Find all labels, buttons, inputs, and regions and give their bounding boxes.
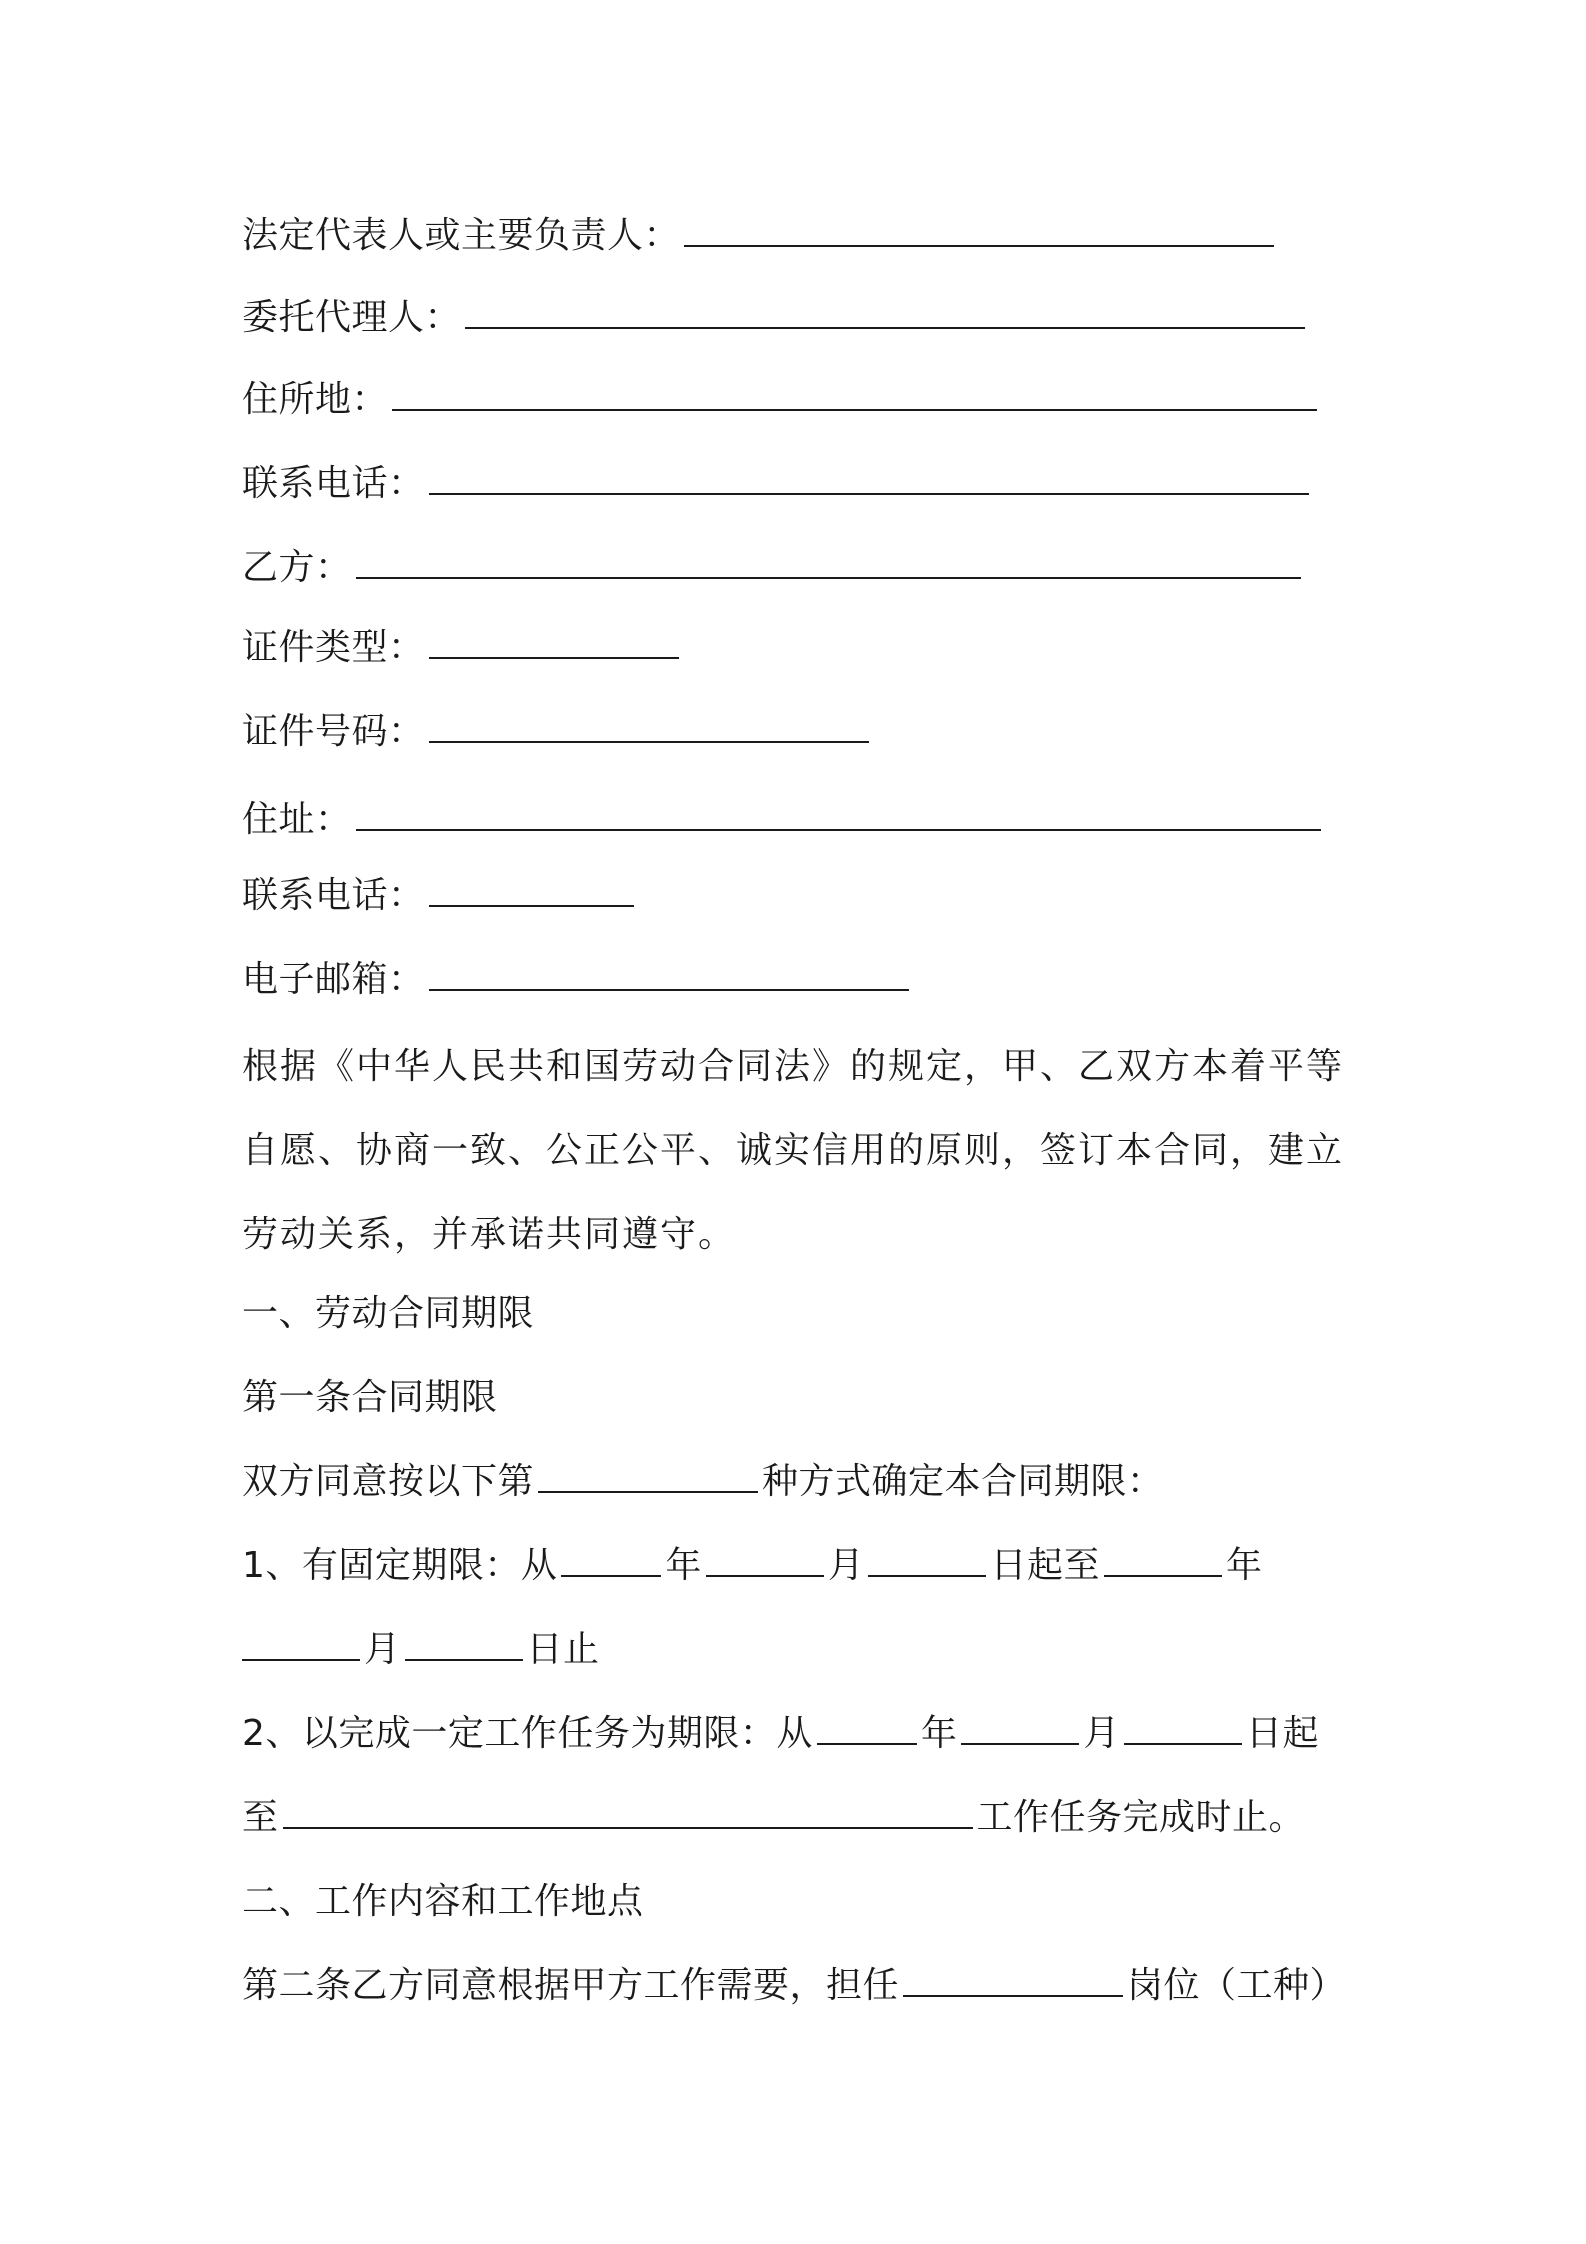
agent-row [242,294,1309,342]
option1-end-label: 日止 [526,1629,600,1670]
option2-to-label: 至 [242,1797,279,1838]
term-choice-blank[interactable] [538,1461,758,1493]
party-b-row [242,544,1305,592]
option2-year-label: 年 [920,1713,958,1754]
id-number-blank[interactable] [429,711,869,743]
party-b-label: 乙方： [242,547,352,588]
address-blank[interactable] [356,799,1321,831]
option1-year2-label: 年 [1225,1545,1263,1586]
option1-day-to-label: 日起至 [990,1545,1100,1586]
option2-cont-row [242,1794,1305,1842]
section2-heading: 二、工作内容和工作地点 [242,1881,644,1922]
option2-start-year-blank[interactable] [817,1713,917,1745]
domicile-label: 住所地： [242,379,389,420]
legal-rep-label: 法定代表人或主要负责人： [242,215,681,256]
option2-row [242,1710,1319,1758]
option1-month-label: 月 [827,1545,865,1586]
phone-a-label: 联系电话： [242,463,425,504]
party-b-blank[interactable] [356,547,1301,579]
option1-year-label: 年 [665,1545,702,1586]
option1-end-month-blank[interactable] [242,1629,360,1661]
id-number-row [242,708,873,756]
domicile-row [242,376,1321,424]
option2-end-label: 工作任务完成时止。 [976,1797,1306,1838]
phone-b-row [242,872,638,920]
id-type-blank[interactable] [429,627,679,659]
preamble-paragraph: 根据《中华人民共和国劳动合同法》的规定，甲、乙双方本着平等自愿、协商一致、公正公平、诚实信用的原则，签订本合同，建立劳动关系，并承诺共同遵守。 [242,1046,1345,1255]
address-row [242,796,1325,844]
article2-prefix: 第二条乙方同意根据甲方工作需要，担任 [242,1965,900,2006]
term-choice-row [242,1458,1164,1506]
term-choice-suffix: 种方式确定本合同期限： [762,1461,1164,1502]
option1-month2-label: 月 [364,1629,401,1670]
option1-start-year-blank[interactable] [561,1545,661,1577]
article2-position-blank[interactable] [903,1965,1123,1997]
option1-start-month-blank[interactable] [706,1545,824,1577]
legal-rep-blank[interactable] [684,215,1274,247]
option1-end-day-blank[interactable] [405,1629,523,1661]
phone-b-label: 联系电话： [242,875,425,916]
phone-a-row [242,460,1313,508]
id-type-label: 证件类型： [242,627,425,668]
id-type-row [242,624,683,672]
option2-day-label: 日起 [1245,1713,1319,1754]
email-label: 电子邮箱： [242,959,425,1000]
phone-b-blank[interactable] [429,875,634,907]
email-blank[interactable] [429,959,909,991]
article1-title: 第一条合同期限 [242,1377,498,1418]
term-choice-prefix: 双方同意按以下第 [242,1461,535,1502]
address-label: 住址： [242,799,352,840]
option1-prefix: 1、有固定期限：从 [242,1545,558,1586]
option1-start-day-blank[interactable] [868,1545,986,1577]
option2-task-blank[interactable] [283,1797,973,1829]
id-number-label: 证件号码： [242,711,425,752]
section1-heading: 一、劳动合同期限 [242,1293,535,1334]
article2-row [242,1962,1346,2010]
agent-blank[interactable] [465,297,1305,329]
option2-start-month-blank[interactable] [961,1713,1079,1745]
domicile-blank[interactable] [392,379,1317,411]
phone-a-blank[interactable] [429,463,1309,495]
option1-end-year-blank[interactable] [1104,1545,1222,1577]
agent-label: 委托代理人： [242,297,462,338]
email-row [242,956,913,1004]
option1-row [242,1542,1262,1590]
article2-suffix: 岗位（工种） [1127,1965,1347,2006]
option2-month-label: 月 [1083,1713,1120,1754]
option1-cont-row [242,1626,600,1674]
option2-prefix: 2、以完成一定工作任务为期限：从 [242,1713,813,1754]
option2-start-day-blank[interactable] [1124,1713,1242,1745]
legal-rep-row [242,212,1278,260]
